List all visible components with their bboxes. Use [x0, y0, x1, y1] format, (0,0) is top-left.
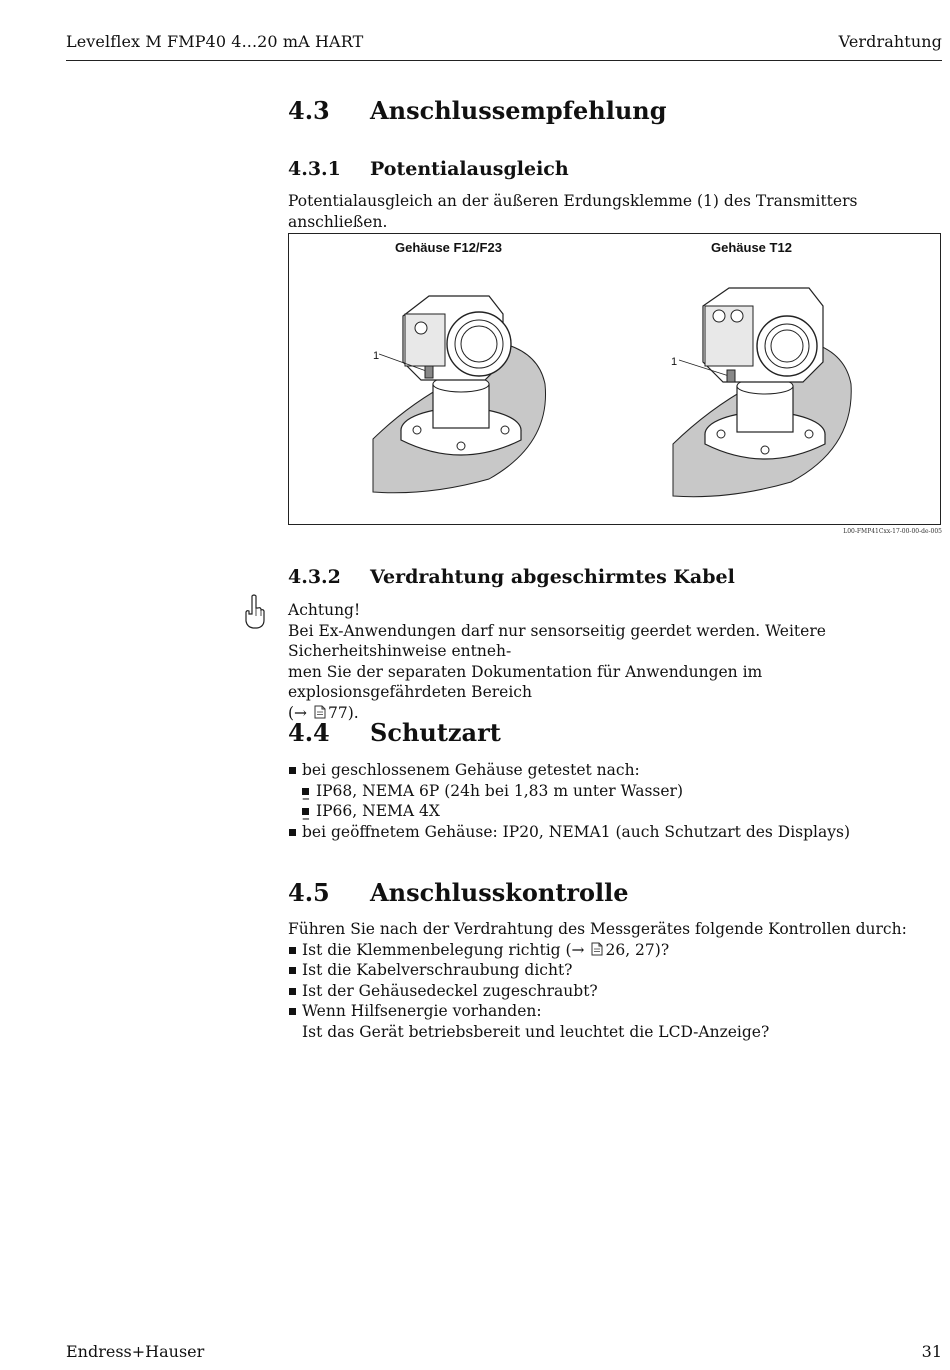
- heading-title: Schutzart: [370, 718, 501, 747]
- list-item-text: bei geschlossenem Gehäuse getestet nach:: [302, 761, 640, 779]
- list-item: [288, 760, 942, 822]
- list-item: bei geöffnetem Gehäuse: IP20, NEMA1 (auch Schutzart des Displays): [288, 822, 942, 843]
- schutzart-list: [288, 760, 942, 842]
- running-header-chapter: Verdrahtung: [838, 32, 942, 51]
- heading-4-3-2: [288, 566, 735, 588]
- pointing-hand-icon: [244, 594, 266, 630]
- list-item: [288, 1001, 942, 1042]
- caution-label: Achtung!: [288, 601, 361, 619]
- anschlusskontrolle-block: [288, 919, 942, 1042]
- page-reference-icon: [591, 942, 603, 956]
- figure-label-right: Gehäuse T12: [711, 240, 792, 255]
- heading-4-4: [288, 718, 501, 747]
- caution-block: [288, 600, 942, 723]
- callout-right: 1: [671, 356, 678, 368]
- list-item: [288, 940, 942, 961]
- list-item: Ist die Kabelverschraubung dicht?: [288, 960, 942, 981]
- list-item-line-1: Wenn Hilfsenergie vorhanden:: [302, 1002, 542, 1020]
- paragraph-potentialausgleich: Potentialausgleich an der äußeren Erdungsklemme (1) des Transmitters anschließen.: [288, 192, 858, 231]
- heading-number: 4.5: [288, 878, 330, 907]
- list-item-text: Ist die Klemmenbelegung richtig (→: [302, 940, 585, 959]
- list-item-line-2: Ist das Gerät betriebsbereit und leuchtet die LCD-Anzeige?: [302, 1022, 770, 1041]
- transmitter-drawings: [289, 234, 940, 524]
- figure-label-left: Gehäuse F12/F23: [395, 240, 502, 255]
- reference-pages: 77).: [327, 703, 359, 722]
- heading-title: Anschlusskontrolle: [370, 878, 629, 907]
- heading-number: 4.3: [288, 96, 330, 125]
- page-number: 31: [921, 1342, 942, 1361]
- caution-line-2: men Sie der separaten Dokumentation für Anwendungen im explosionsgefährdeten Bereich: [288, 662, 763, 701]
- heading-title: Verdrahtung abgeschirmtes Kabel: [370, 566, 735, 588]
- list-item: Ist der Gehäusedeckel zugeschraubt?: [288, 981, 942, 1002]
- heading-4-5: [288, 878, 629, 907]
- heading-number: 4.4: [288, 718, 330, 747]
- heading-number: 4.3.1: [288, 158, 341, 180]
- page-reference-icon: [314, 705, 326, 719]
- intro-text: Führen Sie nach der Verdrahtung des Messgerätes folgende Kontrollen durch:: [288, 920, 907, 938]
- housing-figure: [288, 233, 941, 525]
- heading-title: Potentialausgleich: [370, 158, 569, 180]
- heading-title: Anschlussempfehlung: [370, 96, 667, 125]
- heading-number: 4.3.2: [288, 566, 341, 588]
- sub-list-item: – IP66, NEMA 4X: [302, 801, 942, 822]
- header-rule: [66, 60, 942, 61]
- reference-pages: 26, 27)?: [605, 940, 670, 959]
- callout-left: 1: [373, 350, 380, 362]
- running-header-title: Levelflex M FMP40 4...20 mA HART: [66, 32, 364, 51]
- heading-4-3-1: [288, 158, 569, 180]
- sub-list-item: – IP68, NEMA 6P (24h bei 1,83 m unter Wasser): [302, 781, 942, 802]
- figure-code: L00-FMP41Cxx-17-00-00-de-005: [843, 528, 942, 535]
- footer-company: Endress+Hauser: [66, 1342, 205, 1361]
- reference-prefix: (→: [288, 703, 308, 722]
- heading-4-3: [288, 96, 667, 125]
- caution-line-1: Bei Ex-Anwendungen darf nur sensorseitig geerdet werden. Weitere Sicherheitshinweise entneh-: [288, 621, 826, 660]
